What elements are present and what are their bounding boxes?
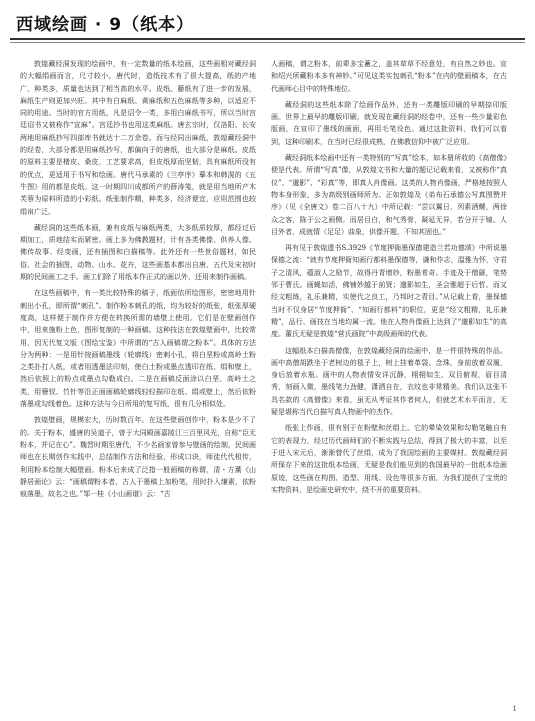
page-title: 西域绘画 · 9（纸本） [16, 15, 195, 35]
header-subrule [10, 42, 525, 43]
paragraph: 藏经洞纸本绘画中还有一类特别的“写真”绘本，如本册所收的《高僧像》便是代表。所谓“写真”像，从敦煌文书和大量的题记记载来看，又被称作“真仪”、“邈影”、“彩真”等，即真人肖像画。这类的人物肖像画，严格地按照人物本身形象，多为高级别画师所为。正如敦煌及《弟布石承德公写真图赞并序》（见《全唐文》卷二百八十九）中所记载：“尝以翼日，列素酒螺，两徐众之客，陈于公之画侧。而居目白，和气秀骨，凝延无异，若分开于镜。人目外者，成就情（足足）曲象，供像开题，不知其固也。” [271, 154, 507, 236]
paragraph: 敦煌藏经洞发现的绘画中，有一定数量的纸本绘画，这些画相对藏经洞的大幅绢画而言，尺寸较小。唐代时，造纸技术有了很大提高，纸的产地广、种类多，质量也达到了相当高的水平。皮纸、藤纸有了进一步的发展，麻纸生产则更加兴旺。其中有白麻纸、黄麻纸和五色麻纸等多种，以适应不同的用途。当时的官方用纸，凡是诏令一类，多用白麻纸书写，所以当时宫廷诏书又被称作“宣麻”。宫廷抄书也用这类麻纸。唐玄宗时，仅洛阳、长安两地用麻纸抄写四部库书就达十二万余卷。而与经同出麻纸，敦煌藏经洞中的经卷，大部分都是用麻纸抄写，都偏向于的唐纸，也大部分是麻纸。皮纸的原料主要是楮皮、桑皮，工艺要求高，但皮纸厚而坚韧，具有麻纸所没有的优点，更适用于书写和绘画。唐代马承素的《兰亭序》摹本和韩滉的《五牛图》用的都是皮纸。这一时期四川成都所产的薛涛笺，就是用当地所产木芙蓉为原料所造的小彩纸。纸张制作精，种类多，经济便宜，应用范围也较绢帛广泛。 [20, 60, 256, 216]
paragraph: 这幅纸本白描高僧像，在敦煌藏经洞的绘画中，是一件很特殊的作品。画中高僧胡跌坐于老树边的毯子上，树上挂着革袋、念珠，身前放着双履，身后放着水瓶。画中的人物表情安详沉静，栩栩如生，双目俯视，眉目清秀，刻画入微，墨线笔力劲健，潇洒自在，衣纹也非常精美。我们认这张不具名款的《高僧像》来看，虽无从考证其作者何人，但就艺术水平而言，无疑是堪称当代白描写真人物画中的杰作。 [271, 346, 507, 417]
text-column-right [271, 58, 507, 500]
paragraph: 在这些画稿中，有一类比较特殊的稿子，纸面依所绘图形，密密地用针刺出小孔，即所谓“刺孔”。制作粉本刺孔的纸，均为较好的纸张，纸张厚硬度高，这样便于制作并方便在转换所需的墙壁上使用。它们是在壁画创作中，用来施粉上色，图形复制的一种画稿。这种技法在敦煌壁画中，比较常用，因无代复文版《图绘宝鉴》中所谓的“古人画稿谓之粉本”。具体的方法分为两种：一是用针按画稿墨线（轮廓线）密刺小孔，将白垩粉或高岭土粉之类扑打入纸，或者用透墨法印刻，使白土粉或墨点透印在纸、绢和壁上，然后依照上的粉点或墨点勾勒成白。二是在画稿反面涂以白垩、高岭土之类，用簪钗、竹针等沿正面画稿轮廓线轻轻描印在纸、绢或壁上，然后依粉落墨或勾线着色。这种方法与今日所用的复写纸，很有几分相似处。 [20, 289, 256, 409]
text-column-left [20, 58, 256, 504]
paragraph: 藏经洞的这些纸本画，兼有皮纸与麻纸两类，大多纸质较厚，都经过后期加工，质地结实而紧密。画上多为佛教题材，计有各类佛像、供养人像、佛传故事、经变画，还有插图和白描稿等。此外还有一些世俗题材，如民俗、社会的插图，动物、山水、花卉，这些画基本都出自唐、五代及宋初时期的民间画工之手。画工们除了用纸本作正式的画以外，还用来制作画稿。 [20, 223, 256, 282]
header-rule [10, 38, 525, 40]
paragraph: 敦煌壁画，规模宏大，历时数百年。在这些壁画创作中，粉本是少不了的。关于粉本，盛唐的吴道子，曾于大同殿画嘉陵江三百里风光，自称“臣无粉本，并记在心”。魏晋时期至唐代，不少名画家曾参与壁画的绘制，民间画师也在长期创作实践中，总结制作方法和经验，形成口诀，师徒代代相传，利用粉本绘制大幅壁画。粉本后来成了泛指一般画稿的称谓，清・方薰《山静居画论》云：“画稿谓粉本者，古人于墨稿上加粉笔，用时扑入缣素，依粉痕落墨，故名之也。”邹一桂《小山画谱》云：“古 [20, 416, 256, 499]
paragraph: 人画稿，谓之粉本，前辈多宝蓄之，盖其草草不经意处，有自然之妙也。宣和绍兴所藏粉本多有神妙。”可见这类实包刺孔“粉本”在内的壁画稿本，在古代画师心目中的特殊地位。 [271, 60, 507, 93]
paragraph: 纸张上作画，很有别于在粉壁和丝绢上。它的晕染效果和勾勒笔触自有它的表现力，经过历代画师们的不断实践与总结，得到了极大的丰富，以至于进入宋元后，渐渐替代了丝绢，成为了我国绘画的主要媒材。敦煌藏经洞所保存下来的这批纸本绘画，无疑是我们能见到的我国最早的一批纸本绘画原迹，这些画在构图、造型、用线、设色等很多方面，为我们提供了宝贵的实物资料，是绘画史研究中，绕不开的重要资料。 [271, 424, 507, 494]
paragraph: 再有见于敦煌遗书S.3929《节度押衙墨保德建造兰若功德颂》中所说墨保德之流：“就有节度押衙知画行都料墨保德等，谦和作志，温雅为怀，守君子之清风，蕴淑人之励节，故得丹青增妙，粉墨希奇。手迹及于僧繇，笔势邻于曹氏。画蝇如活，佛铺妙越于前贤；邈影如生，圣会雅超于后哲。而又经文粗练，礼乐兼精，实使代之良工，乃邦时之青目。”从记载上看，墨保德当时不仅身居“节度押衙”、“知画行都料”的职位，更是“经文粗精，礼乐兼精”，品行、画技在当地均属一流。他在人物肖像画上达到了“邈影如生”的高度。董氏无疑是敦煌“营氏画院”中高级画师的代表。 [271, 244, 507, 339]
paragraph: 藏经洞的这些纸本除了绘画作品外，还有一类雕版印刷的早期捺印版画。世界上最早的雕版印刷，就发现在藏经洞的经卷中，还有一些少量彩色版画，在宣印了墨线的画面，再用毛笔设色。通过这批资料，我们可以看到，这种印刷术，在当时已经很成熟，在佛教信仰中被广泛应用。 [271, 100, 507, 146]
page-number: 1 [512, 705, 517, 713]
